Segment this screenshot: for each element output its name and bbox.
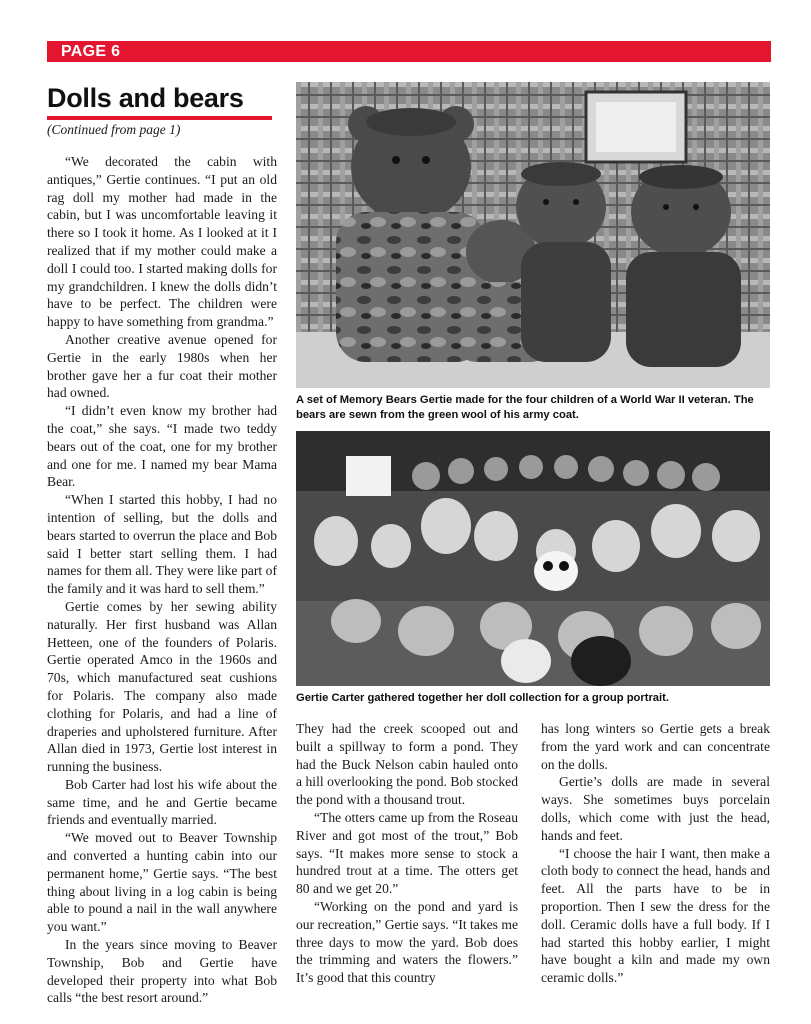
paragraph: Bob Carter had lost his wife about the same time, and he and Gertie became friends and eventually married. <box>47 776 277 828</box>
page-number-label: PAGE 6 <box>61 43 121 60</box>
paragraph: In the years since moving to Beaver Township, Bob and Gertie have developed their property into what Bob calls “the best resort around.” <box>47 937 277 1006</box>
article-column-2 <box>296 720 518 987</box>
paragraph: “The otters came up from the Roseau River and got most of the trout,” Bob says. “It makes more sense to stock a hundred trout at a time. The otters get 80 and we get 20.” <box>296 809 518 897</box>
paragraph: “We moved out to Beaver Township and converted a hunting cabin into our permanent home,” Gertie says. “The best thing about living in a log cabin is being able to pound a nail in the wall anywhere you want.” <box>47 830 277 935</box>
paragraph: “When I started this hobby, I had no intention of selling, but the dolls and bears started to overrun the place and Bob said I better start selling them. I had names for them all. They were like part of the family and it was hard to sell them.” <box>47 492 277 597</box>
title-underline <box>47 116 272 120</box>
paragraph: “Working on the pond and yard is our recreation,” Gertie says. “It takes me three days to mow the yard. Bob does the trimming and waters the flowers.” It’s good that this country <box>296 898 518 986</box>
paragraph: “I didn’t even know my brother had the coat,” she says. “I made two teddy bears out of the coat, one for my brother and one for me. I named my bear Mama Bear. <box>47 403 277 490</box>
bears-photo-caption: A set of Memory Bears Gertie made for the four children of a World War II veteran. The bears are sewn from the green wool of his army coat. <box>296 394 754 421</box>
memory-bears-image <box>296 82 770 388</box>
paragraph: Gertie comes by her sewing ability naturally. Her first husband was Allan Hetteen, one of the founders of Polaris. Gertie operated Amco in the 1960s and 70s, which manufactured seat cushions for Polaris. The company also made clothing for Polaris, and had a line of draperies and upholstered furniture. After Allan died in 1973, Gertie lost interest in running the business. <box>47 598 277 775</box>
article-column-3 <box>541 720 770 987</box>
memory-bears-photo <box>296 82 770 388</box>
article-column-1 <box>47 153 277 1007</box>
article-title: Dolls and bears <box>47 83 244 113</box>
doll-collection-photo <box>296 431 770 686</box>
paragraph: has long winters so Gertie gets a break from the yard work and can concentrate on the dolls. <box>541 721 770 772</box>
continued-note: (Continued from page 1) <box>47 122 181 137</box>
page-header-bar <box>47 41 771 62</box>
doll-collection-image <box>296 431 770 686</box>
paragraph: They had the creek scooped out and built a spillway to form a pond. They had the Buck Nelson cabin hauled onto a hill overlooking the pond. Bob stocked the pond with a thousand trout. <box>296 721 518 808</box>
paragraph: “I choose the hair I want, then make a cloth body to connect the head, hands and feet. All the parts have to be in proportion. Then I sew the dress for the doll. Ceramic dolls have a full body. If I had started this hobby earlier, I might have bought a kiln and made my own ceramic dolls.” <box>541 845 770 986</box>
dolls-photo-caption: Gertie Carter gathered together her doll collection for a group portrait. <box>296 692 669 704</box>
paragraph: “We decorated the cabin with antiques,” Gertie continues. “I put an old rag doll my mother had made in the cabin, but I was uncomfortable leaving it there so I took it home. As I looked at it I realized that if my mother could make a doll I could too. I started making dolls for my grandchildren. I knew the dolls didn’t have to be perfect. The children were happy to have something from grandma.” <box>47 154 277 330</box>
paragraph: Gertie’s dolls are made in several ways. She sometimes buys porcelain dolls, which come with just the head, hands and feet. <box>541 774 770 843</box>
paragraph: Another creative avenue opened for Gertie in the early 1980s when her brother gave her a fur coat their mother had owned. <box>47 331 277 401</box>
